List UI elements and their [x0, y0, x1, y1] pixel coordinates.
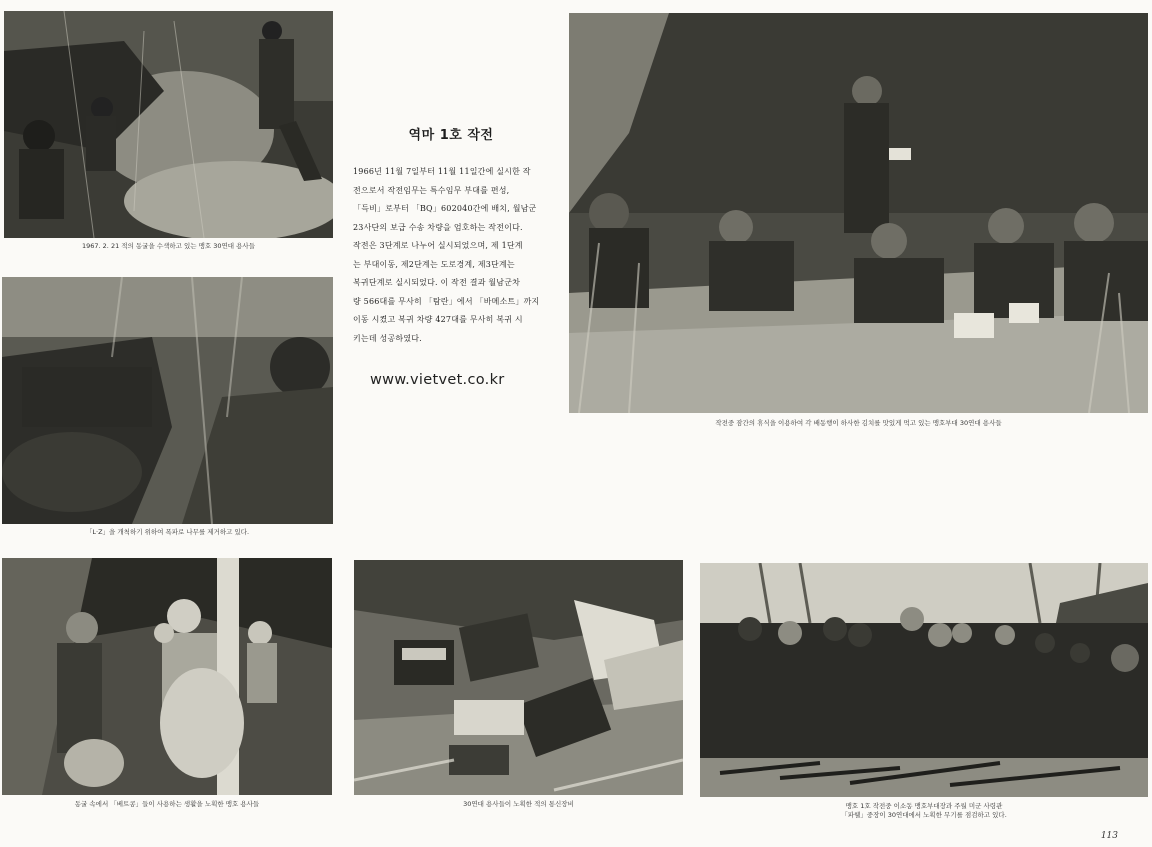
photo-soldiers-resting: [569, 13, 1148, 413]
photo-weapons-inspection-image: [700, 563, 1148, 797]
article-line: 는 부대이동, 제2단계는 도로경계, 제3단계는: [353, 259, 515, 269]
article-line: 1966년 11월 7일부터 11월 11일간에 실시한 작: [353, 167, 531, 176]
caption-cave-search: 1967. 2. 21 적의 동굴을 수색하고 있는 맹호 30연대 용사들: [82, 242, 255, 250]
photo-weapons-inspection: [700, 563, 1148, 797]
photo-cave-items-image: [2, 558, 332, 795]
article-line: 전으로서 작전임무는 특수임무 부대를 편성,: [353, 185, 510, 195]
caption-soldiers-resting: 작전중 잠간의 휴식을 이용하여 각 배동행이 하사한 김치를 맛있게 먹고 있는 맹호부대 30연대 용사들: [715, 419, 1002, 427]
caption-radio-equipment: 30연대 용사들이 노획한 적의 통신장비: [463, 800, 574, 808]
photo-cave-search-image: [4, 11, 333, 238]
article-body: [353, 163, 567, 348]
watermark: www.vietvet.co.kr: [370, 372, 505, 388]
photo-radio-equipment-image: [354, 560, 683, 795]
photo-cave-search: [4, 11, 333, 238]
article-line: 키는데 성공하였다.: [353, 333, 422, 343]
photo-soldiers-resting-image: [569, 13, 1148, 413]
article-title: 역마 1호 작전: [408, 128, 494, 143]
photo-cave-items: [2, 558, 332, 795]
photo-blasting-trees-image: [2, 277, 333, 524]
article-line: 「득비」로부터 「BQ」602040간에 배치, 월남군: [353, 204, 537, 213]
caption-weapons-inspection-1: 맹호 1호 작전중 이소동 맹호부대장과 주월 미군 사령관: [845, 802, 1003, 810]
page-number: 113: [1100, 831, 1118, 841]
caption-blasting-trees: 「L·Z」을 개척하기 위하여 폭파로 나무를 제거하고 있다.: [85, 528, 250, 536]
article-line: 량 566대를 무사히 「탐란」에서 「바메소트」까지: [353, 296, 540, 306]
photo-radio-equipment: [354, 560, 683, 795]
caption-cave-items: 동굴 속에서 「베트콩」들이 사용하는 생활을 노획한 맹호 용사들: [74, 800, 260, 808]
article-line: 복귀단계로 실시되었다. 이 작전 결과 월남군차: [353, 278, 521, 287]
article-line: 23사단의 보급 수송 차량을 엄호하는 작전이다.: [353, 222, 523, 232]
article-line: 이동 시켰고 복귀 차량 427대를 무사히 복귀 시: [353, 315, 523, 324]
caption-weapons-inspection-2: 「파웰」중장이 30연대에서 노획한 무기를 점검하고 있다.: [841, 811, 1007, 819]
photo-blasting-trees: [2, 277, 333, 524]
article-line: 작전은 3단계로 나누어 실시되었으며, 제 1단계: [353, 241, 523, 250]
